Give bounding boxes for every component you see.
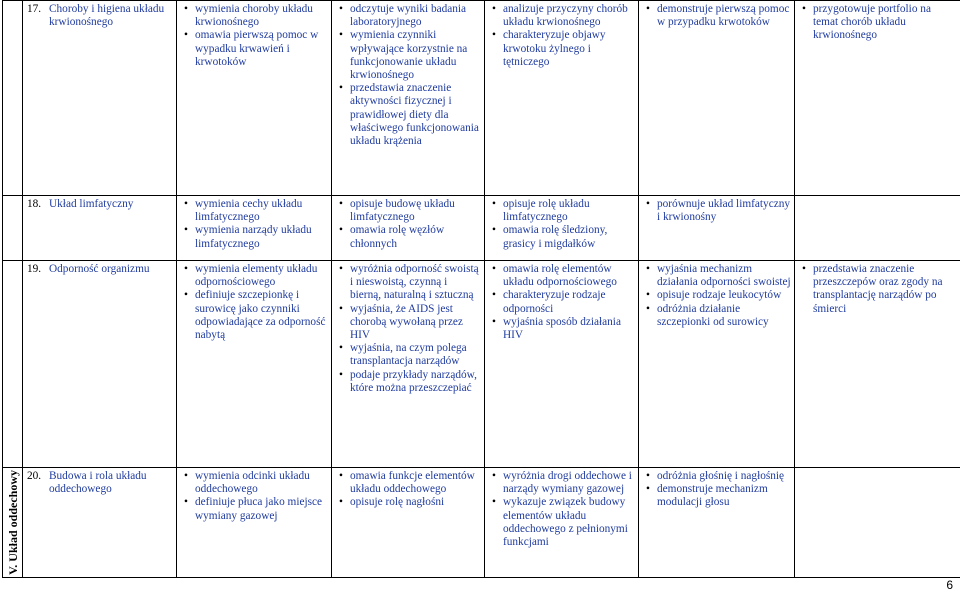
- lesson-cell: [23, 261, 177, 468]
- requirements-cell: [485, 1, 639, 196]
- lesson-number: 19.: [27, 263, 42, 275]
- requirement-item: • wyróżnia odporność swoistą i nieswoistą, czynną i bierną, naturalną i sztuczną: [350, 263, 481, 303]
- section-cell: [3, 1, 23, 196]
- requirement-item: • podaje przykłady narządów, które można przeszczepiać: [350, 369, 481, 395]
- requirement-item: • wyjaśnia, na czym polega transplantacja narządów: [350, 342, 481, 368]
- lesson-cell: [23, 1, 177, 196]
- requirements-cell: [795, 261, 960, 468]
- requirements-cell: [177, 1, 332, 196]
- requirement-item: • przygotowuje portfolio na temat chorób układu krwionośnego: [813, 3, 957, 43]
- requirements-cell: [332, 196, 485, 261]
- requirements-cell: [795, 196, 960, 261]
- lesson-title: Układ limfatyczny: [49, 198, 134, 210]
- requirement-item: • odróżnia działanie szczepionki od surowicy: [657, 303, 791, 329]
- requirement-item: • omawia funkcje elementów układu oddechowego: [350, 470, 481, 496]
- lesson-cell: [23, 468, 177, 578]
- requirements-cell: [639, 1, 795, 196]
- requirement-item: • charakteryzuje objawy krwotoku żylnego i tętniczego: [503, 29, 635, 69]
- requirements-cell: [639, 261, 795, 468]
- requirement-item: • wyróżnia drogi oddechowe i narządy wymiany gazowej: [503, 470, 635, 496]
- table-row: [3, 1, 960, 196]
- requirements-cell: [639, 468, 795, 578]
- requirements-cell: [177, 468, 332, 578]
- requirement-item: • odróżnia głośnię i nagłośnię: [657, 470, 791, 483]
- requirement-item: • analizuje przyczyny chorób układu krwionośnego: [503, 3, 635, 29]
- requirement-item: • omawia rolę śledziony, grasicy i migdałków: [503, 224, 635, 250]
- requirement-item: • opisuje rodzaje leukocytów: [657, 289, 791, 302]
- table-row: [3, 196, 960, 261]
- page-number: 6: [946, 578, 953, 592]
- requirement-item: • odczytuje wyniki badania laboratoryjnego: [350, 3, 481, 29]
- requirement-item: • wymienia elementy układu odpornościowego: [195, 263, 328, 289]
- lesson-cell: [23, 196, 177, 261]
- requirement-item: • wymienia choroby układu krwionośnego: [195, 3, 328, 29]
- requirements-cell: [485, 196, 639, 261]
- requirements-cell: [332, 261, 485, 468]
- requirement-item: • definiuje szczepionkę i surowicę jako czynniki odpowiadające za odporność nabytą: [195, 289, 328, 342]
- requirement-item: • wymienia narządy układu limfatycznego: [195, 224, 328, 250]
- table-row: [3, 468, 960, 578]
- requirement-item: • opisuje rolę układu limfatycznego: [503, 198, 635, 224]
- table-row: [3, 261, 960, 468]
- requirements-cell: [795, 468, 960, 578]
- requirement-item: • charakteryzuje rodzaje odporności: [503, 289, 635, 315]
- requirement-item: • wymienia czynniki wpływające korzystnie na funkcjonowanie układu krwionośnego: [350, 29, 481, 82]
- requirement-item: • wyjaśnia, że AIDS jest chorobą wywołaną przez HIV: [350, 303, 481, 343]
- requirements-cell: [177, 261, 332, 468]
- lesson-number: 18.: [27, 198, 42, 210]
- requirement-item: • wyjaśnia sposób działania HIV: [503, 316, 635, 342]
- requirement-item: • wyjaśnia mechanizm działania odporności swoistej: [657, 263, 791, 289]
- lesson-number: 20.: [27, 470, 42, 482]
- lesson-title: Choroby i higiena układu krwionośnego: [49, 3, 165, 29]
- lesson-title: Odporność organizmu: [49, 263, 150, 275]
- lesson-number: 17.: [27, 3, 42, 15]
- requirement-item: • opisuje rolę nagłośni: [350, 496, 481, 509]
- section-cell: [3, 261, 23, 468]
- requirement-item: • omawia pierwszą pomoc w wypadku krwawień i krwotoków: [195, 29, 328, 69]
- requirement-item: • porównuje układ limfatyczny i krwionośny: [657, 198, 791, 224]
- section-cell: [3, 196, 23, 261]
- requirement-item: • wymienia odcinki układu oddechowego: [195, 470, 328, 496]
- requirement-item: • omawia rolę węzłów chłonnych: [350, 224, 481, 250]
- requirement-item: • omawia rolę elementów układu odpornościowego: [503, 263, 635, 289]
- requirement-item: • definiuje płuca jako miejsce wymiany gazowej: [195, 496, 328, 522]
- requirement-item: • wymienia cechy układu limfatycznego: [195, 198, 328, 224]
- section-cell: [3, 468, 23, 578]
- requirement-item: • opisuje budowę układu limfatycznego: [350, 198, 481, 224]
- requirements-cell: [485, 261, 639, 468]
- lesson-title: Budowa i rola układu oddechowego: [49, 470, 147, 496]
- requirements-cell: [639, 196, 795, 261]
- requirement-item: • demonstruje mechanizm modulacji głosu: [657, 483, 791, 509]
- curriculum-table: [2, 0, 960, 578]
- requirements-cell: [485, 468, 639, 578]
- requirements-cell: [332, 1, 485, 196]
- requirements-cell: [795, 1, 960, 196]
- requirement-item: • przedstawia znaczenie aktywności fizycznej i prawidłowej diety dla właściwego funkcjonowania układu krążenia: [350, 82, 481, 148]
- section-label: V. Układ oddechowy: [6, 470, 20, 575]
- requirements-cell: [177, 196, 332, 261]
- requirement-item: • przedstawia znaczenie przeszczepów oraz zgody na transplantację narządów po śmierci: [813, 263, 957, 316]
- requirement-item: • wykazuje związek budowy elementów układu oddechowego z pełnionymi funkcjami: [503, 496, 635, 549]
- requirement-item: • demonstruje pierwszą pomoc w przypadku krwotoków: [657, 3, 791, 29]
- requirements-cell: [332, 468, 485, 578]
